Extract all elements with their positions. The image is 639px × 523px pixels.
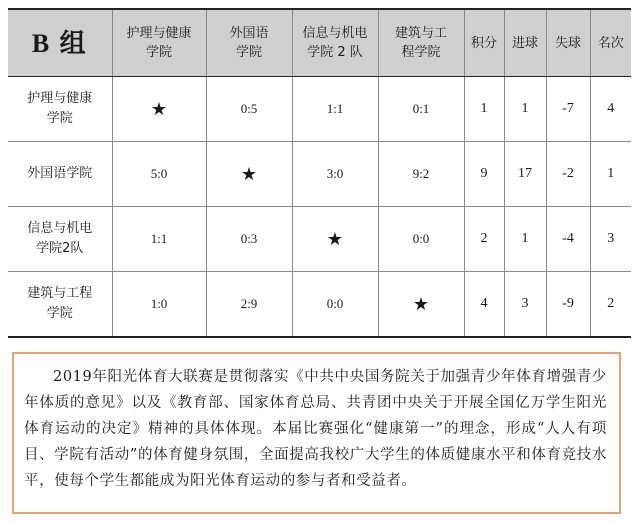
match-score-cell: 0:1 (378, 77, 464, 142)
stat-cell: 2 (464, 207, 504, 272)
stat-cell: 3 (504, 272, 546, 338)
team-name-cell: 建筑与工程 学院 (8, 272, 112, 338)
column-header: 外国语 学院 (206, 9, 292, 77)
table-row (8, 207, 631, 272)
stat-cell: 4 (590, 77, 631, 142)
match-score-cell: 0:5 (206, 77, 292, 142)
stat-cell: -2 (546, 142, 590, 207)
table-row (8, 142, 631, 207)
column-header: 信息与机电 学院 2 队 (292, 9, 378, 77)
stat-cell: 4 (464, 272, 504, 338)
table-row (8, 272, 631, 338)
self-match-star: ★ (378, 272, 464, 338)
column-header: 积分 (464, 9, 504, 77)
stat-cell: 1 (590, 142, 631, 207)
standings-body (8, 77, 631, 338)
stat-cell: -9 (546, 272, 590, 338)
stat-cell: -4 (546, 207, 590, 272)
event-description-box: 2019年阳光体育大联赛是贯彻落实《中共中央国务院关于加强青少年体育增强青少年体质的意见》以及《教育部、国家体育总局、共青团中央关于开展全国亿万学生阳光体育运动的决定》精神的具体体现。本届比赛强化“健康第一”的理念，形成“人人有项目、学院有活动”的体育健身氛围，全面提高我校广大学生的体质健康水平和体育竞技水平，使每个学生都能成为阳光体育运动的参与者和受益者。 (12, 352, 621, 514)
match-score-cell: 0:3 (206, 207, 292, 272)
match-score-cell: 1:0 (112, 272, 206, 338)
column-header: 建筑与工 程学院 (378, 9, 464, 77)
match-score-cell: 5:0 (112, 142, 206, 207)
stat-cell: 9 (464, 142, 504, 207)
stat-cell: 1 (464, 77, 504, 142)
column-header: 进球 (504, 9, 546, 77)
match-score-cell: 0:0 (292, 272, 378, 338)
match-score-cell: 1:1 (292, 77, 378, 142)
stat-cell: 17 (504, 142, 546, 207)
column-header: 名次 (590, 9, 631, 77)
stat-cell: 2 (590, 272, 631, 338)
column-header: 失球 (546, 9, 590, 77)
stat-cell: 1 (504, 77, 546, 142)
self-match-star: ★ (112, 77, 206, 142)
stat-cell: 1 (504, 207, 546, 272)
team-name-cell: 信息与机电 学院2队 (8, 207, 112, 272)
match-score-cell: 0:0 (378, 207, 464, 272)
team-name-cell: 护理与健康 学院 (8, 77, 112, 142)
match-score-cell: 1:1 (112, 207, 206, 272)
header-row (8, 9, 631, 77)
match-score-cell: 9:2 (378, 142, 464, 207)
standings-table-container (8, 8, 631, 338)
self-match-star: ★ (206, 142, 292, 207)
group-label: B 组 (8, 9, 112, 77)
match-score-cell: 2:9 (206, 272, 292, 338)
self-match-star: ★ (292, 207, 378, 272)
stat-cell: -7 (546, 77, 590, 142)
table-row (8, 77, 631, 142)
team-name-cell: 外国语学院 (8, 142, 112, 207)
group-b-standings-table (8, 8, 631, 338)
stat-cell: 3 (590, 207, 631, 272)
match-score-cell: 3:0 (292, 142, 378, 207)
column-header: 护理与健康 学院 (112, 9, 206, 77)
